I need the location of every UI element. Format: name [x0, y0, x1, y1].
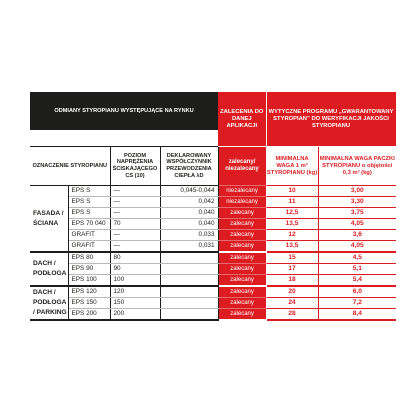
min-weight-m3-value: 13,5 [266, 241, 318, 253]
table-row [30, 298, 396, 309]
recommendation-value: zalecany [218, 264, 266, 275]
styrofoam-name: EPS 70 040 [68, 219, 110, 230]
table-row [30, 286, 396, 298]
conductivity-value: 0,040 [160, 219, 218, 230]
stress-value: — [110, 208, 160, 219]
stress-value: — [110, 230, 160, 241]
recommendation-value: zalecany [218, 309, 266, 321]
conductivity-header: DEKLAROWANY WSPÓŁCZYNNIK PRZEWODZENIA CIEPŁA λD [160, 147, 218, 186]
main-title: ODMIANY STYROPIANU WYSTĘPUJĄCE NA RYNKU [30, 92, 218, 130]
stress-value: — [110, 241, 160, 253]
conductivity-value [160, 252, 218, 264]
recommendation-value: zalecany [218, 230, 266, 241]
min-weight-pack-value: 8,4 [318, 309, 396, 321]
min-weight-pack-value: 3,6 [318, 230, 396, 241]
min-weight-m3-value: 20 [266, 286, 318, 298]
table-row [30, 219, 396, 230]
conductivity-value: 0,031 [160, 241, 218, 253]
styrofoam-name: EPS 90 [68, 264, 110, 275]
conductivity-value: 0,042 [160, 197, 218, 208]
table-row [30, 197, 396, 208]
table-row [30, 264, 396, 275]
group-label: DACH / PODŁOGA [30, 252, 68, 286]
conductivity-value [160, 264, 218, 275]
recommendation-value: zalecany [218, 252, 266, 264]
recommendation-value: zalecany [218, 298, 266, 309]
stress-value: 150 [110, 298, 160, 309]
group-label: DACH / PODŁOGA / PARKING [30, 286, 68, 320]
group-label: FASADA / ŚCIANA [30, 186, 68, 253]
styrofoam-name: EPS S [68, 186, 110, 197]
min-weight-pack-value: 3,75 [318, 208, 396, 219]
stress-value: 90 [110, 264, 160, 275]
min-weight-pack-value: 5,1 [318, 264, 396, 275]
styrofoam-name: EPS 120 [68, 286, 110, 298]
recommendation-value: zalecany [218, 208, 266, 219]
min-weight-m3-value: 17 [266, 264, 318, 275]
min-weight-m3-value: 11 [266, 197, 318, 208]
min-weight-m3-value: 15 [266, 252, 318, 264]
min-weight-pack-value: 5,4 [318, 275, 396, 287]
min-weight-m3-value: 10 [266, 186, 318, 197]
conductivity-value [160, 298, 218, 309]
table-row [30, 230, 396, 241]
min-weight-pack-value: 3,00 [318, 186, 396, 197]
table-row [30, 252, 396, 264]
min-weight-m3-value: 18 [266, 275, 318, 287]
table-row [30, 241, 396, 253]
recommendation-value: niezalecany [218, 197, 266, 208]
table-row [30, 208, 396, 219]
min-weight-m3-header: MINIMALNA WAGA 1 m³ STYROPIANU (kg) [266, 147, 318, 186]
stress-value: 70 [110, 219, 160, 230]
min-weight-m3-value: 12 [266, 230, 318, 241]
stress-value: — [110, 197, 160, 208]
min-weight-m3-value: 24 [266, 298, 318, 309]
recommendation-value: zalecany [218, 219, 266, 230]
program-title: WYTYCZNE PROGRAMU „GWARANTOWANY STYROPIAN” DO WERYFIKACJI JAKOŚCI STYROPIANU [266, 92, 396, 147]
min-weight-pack-value: 7,2 [318, 298, 396, 309]
styrofoam-name: GRAFIT [68, 241, 110, 253]
recommendation-value: zalecany [218, 275, 266, 287]
conductivity-value [160, 275, 218, 287]
recommendation-value: zalecany [218, 286, 266, 298]
table-row [30, 275, 396, 287]
header-gap [30, 130, 218, 147]
recommendation-header: zalecany/ niezalecany [218, 147, 266, 186]
min-weight-pack-value: 4,05 [318, 241, 396, 253]
stress-header: POZIOM NAPRĘŻENIA ŚCISKAJĄCEGO CS (10) [110, 147, 160, 186]
recommendation-value: zalecany [218, 241, 266, 253]
min-weight-m3-value: 28 [266, 309, 318, 321]
styrofoam-name: EPS 80 [68, 252, 110, 264]
conductivity-value: 0,033 [160, 230, 218, 241]
min-weight-m3-value: 12,5 [266, 208, 318, 219]
stress-value: — [110, 186, 160, 197]
conductivity-value [160, 309, 218, 321]
min-weight-pack-value: 6,0 [318, 286, 396, 298]
styrofoam-name: GRAFIT [68, 230, 110, 241]
styrofoam-name: EPS S [68, 208, 110, 219]
recommendation-title: ZALECENIA DO DANEJ APLIKACJI [218, 92, 266, 147]
styrofoam-table [30, 92, 397, 321]
styrofoam-name: EPS 150 [68, 298, 110, 309]
stress-value: 80 [110, 252, 160, 264]
recommendation-value: niezalecany [218, 186, 266, 197]
stress-value: 200 [110, 309, 160, 321]
conductivity-value: 0,045-0,044 [160, 186, 218, 197]
styrofoam-name: EPS 200 [68, 309, 110, 321]
conductivity-value [160, 286, 218, 298]
stress-value: 100 [110, 275, 160, 287]
table-row [30, 309, 396, 321]
designation-header: OZNACZENIE STYROPIANU [30, 147, 110, 186]
min-weight-pack-value: 4,5 [318, 252, 396, 264]
conductivity-value: 0,040 [160, 208, 218, 219]
min-weight-pack-value: 3,30 [318, 197, 396, 208]
styrofoam-name: EPS 100 [68, 275, 110, 287]
min-weight-pack-value: 4,05 [318, 219, 396, 230]
table-row [30, 186, 396, 197]
styrofoam-name: EPS S [68, 197, 110, 208]
min-weight-m3-value: 13,5 [266, 219, 318, 230]
stress-value: 120 [110, 286, 160, 298]
min-weight-pack-header: MINIMALNA WAGA PACZKI STYROPIANU o objętości 0,3 m³ (kg) [318, 147, 396, 186]
